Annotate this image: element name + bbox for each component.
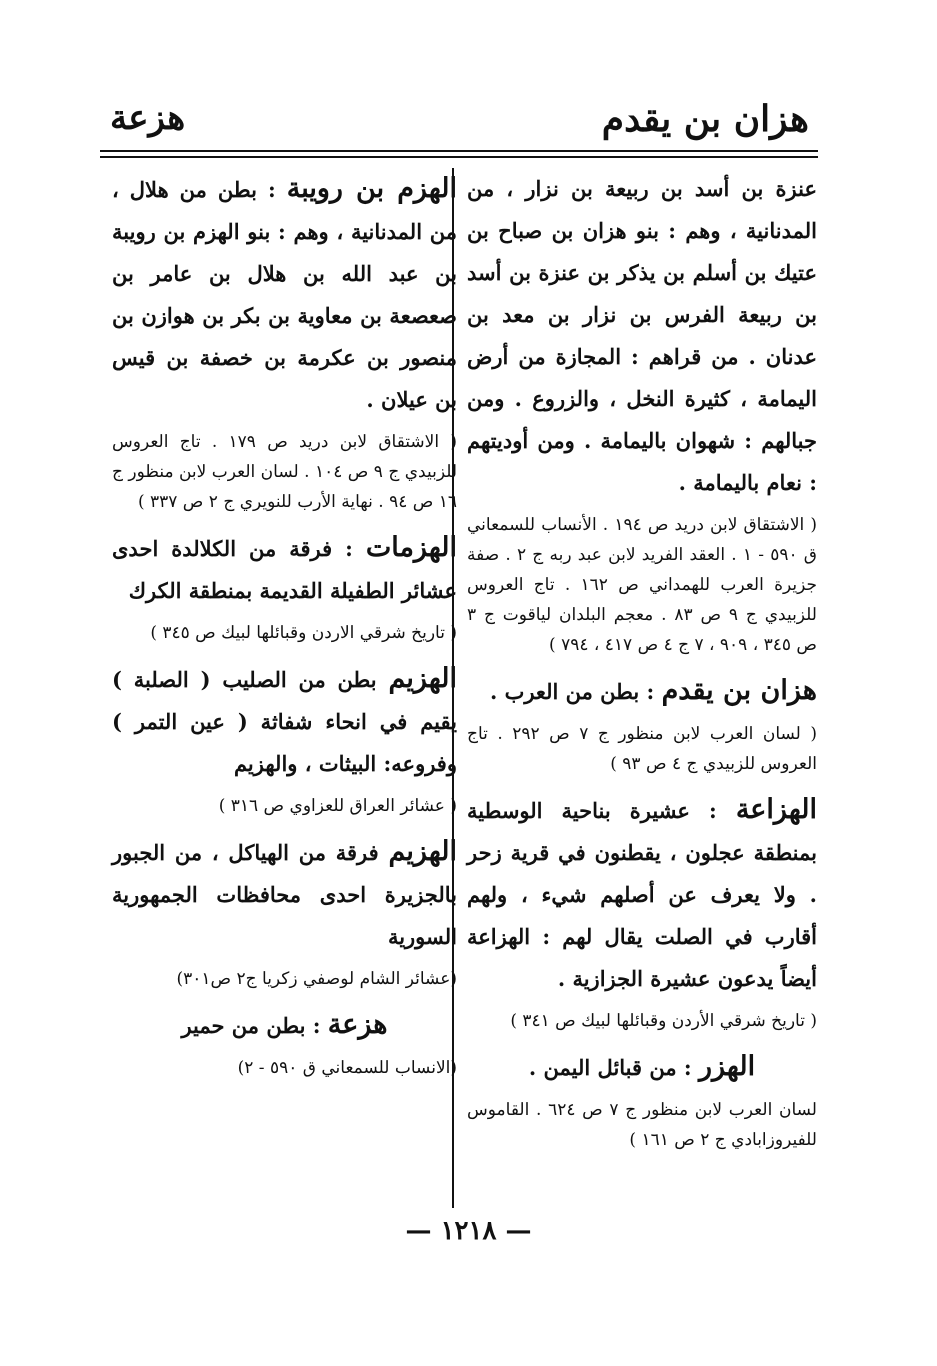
page-number: — ١٢١٨ — (405, 1216, 532, 1246)
entry-text: : بطن من حمير (181, 1013, 321, 1038)
running-header-right: هزان بن يقدم (601, 98, 809, 140)
header-rule-top (100, 150, 818, 152)
intro-paragraph: عنزة بن أسد بن ربيعة بن نزار ، من المدنانية ، وهم : بنو هزان بن صباح بن عتيك بن أسلم بن يذكر بن عنزة بن أسد بن ربيعة الفرس بن نزار بن معد بن عدنان . من قراهم : المجازة من أرض اليمامة ، كثيرة النخل ، والزروع . ومن جبالهم : شهوان باليمامة . ومن أوديتهم : نعام باليمامة . (467, 176, 817, 495)
entry-reference: لسان العرب لابن منظور ج ٧ ص ٦٢٤ . القاموس للفيروزابادي ج ٢ ص ١٦١ ) (467, 1100, 817, 1150)
entry-heading: هزعة (327, 1009, 388, 1040)
right-column (467, 168, 817, 1165)
entry-hazmat (112, 527, 457, 612)
entry-hazr (467, 1046, 817, 1089)
entry-reference: (الانساب للسمعاني ق ٥٩٠ - ٢) (237, 1058, 457, 1078)
entry-hazaa (467, 789, 817, 1000)
entry-heading: الهزمات (365, 532, 457, 563)
entry-heading: هزان بن يقدم (661, 675, 817, 706)
entry-text: : من قبائل اليمن . (528, 1055, 692, 1080)
entry-heading: الهزيم (388, 836, 458, 867)
entry-hazim-1 (112, 658, 457, 785)
entry-reference: ( تاريخ شرقي الاردن وقبائلها لبيك ص ٣٤٥ ) (150, 623, 457, 643)
header-rule-bottom (100, 156, 818, 158)
entry-hazim-2 (112, 831, 457, 958)
entry-hazaa-himyar (112, 1004, 457, 1047)
running-header-left: هزعة (110, 98, 186, 138)
entry-reference: (عشائر الشام لوصفي زكريا ج٢ ص٣٠١) (176, 969, 457, 989)
entry-reference: ( الاشتقاق لابن دريد ص ١٧٩ . تاج العروس للزبيدي ج ٩ ص ١٠٤ . لسان العرب لابن منظور ج ١٦ ص ٩٤ . نهاية الأرب للنويري ج ٢ ص ٣٣٧ ) (112, 432, 458, 512)
entry-heading: الهزاعة (735, 794, 817, 825)
entry-heading: الهزم بن رويبة (286, 173, 457, 204)
entry-reference: ( عشائر العراق للعزاوي ص ٣١٦ ) (218, 796, 457, 816)
entry-reference: ( لسان العرب لابن منظور ج ٧ ص ٢٩٢ . تاج العروس للزبيدي ج ٤ ص ٩٣ ) (467, 724, 817, 774)
entry-text: : عشيرة بناحية الوسطية بمنطقة عجلون ، يقطنون في قرية زحر . ولا يعرف عن أصلهم شيء ، ولهم أقارب في الصلت يقال لهم : الهزاعة أيضاً يدعون عشيرة الجزازية . (467, 798, 817, 991)
entry-heading: الهزيم (388, 663, 457, 694)
entry-text: فرقة من الهياكل ، من الجبور بالجزيرة احدى محافظات الجمهورية السورية (112, 840, 457, 949)
entry-reference: ( تاريخ شرقي الأردن وقبائلها لبيك ص ٣٤١ ) (510, 1011, 817, 1031)
entry-text: : بطن من هلال ، من المدنانية ، وهم : بنو الهزم بن رويبة بن عبد الله بن هلال بن عامر بن صعصعة بن معاوية بن بكر بن هوازن بن منصور بن عكرمة بن خصفة بن قيس بن عيلان . (112, 177, 457, 412)
entry-hazm (112, 168, 457, 421)
entry-text: : بطن من العرب . (489, 679, 655, 704)
left-column (112, 168, 457, 1093)
entry-heading: الهزر (698, 1051, 756, 1082)
entry-text: بطن من الصليب ( الصلبة ) يقيم في انحاء شفاثة ( عين التمر ) وفروعه: البيثات ، والهزيم (112, 667, 457, 776)
entry-hazzan (467, 670, 817, 713)
intro-reference: ( الاشتقاق لابن دريد ص ١٩٤ . الأنساب للسمعاني ق ٥٩٠ - ١ . العقد الفريد لابن عبد ربه ج ٢ . صفة جزيرة العرب للهمداني ص ١٦٢ . تاج العروس للزبيدي ج ٩ ص ٨٣ . معجم البلدان لياقوت ج ٣ ص ٣٤٥ ، ٩٠٩ ، ٧ ج ٤ ص ٤١٧ ، ٧٩٤ ) (467, 515, 817, 655)
entry-text: : فرقة من الكلالدة احدى عشائر الطفيلة القديمة بمنطقة الكرك (112, 536, 457, 603)
